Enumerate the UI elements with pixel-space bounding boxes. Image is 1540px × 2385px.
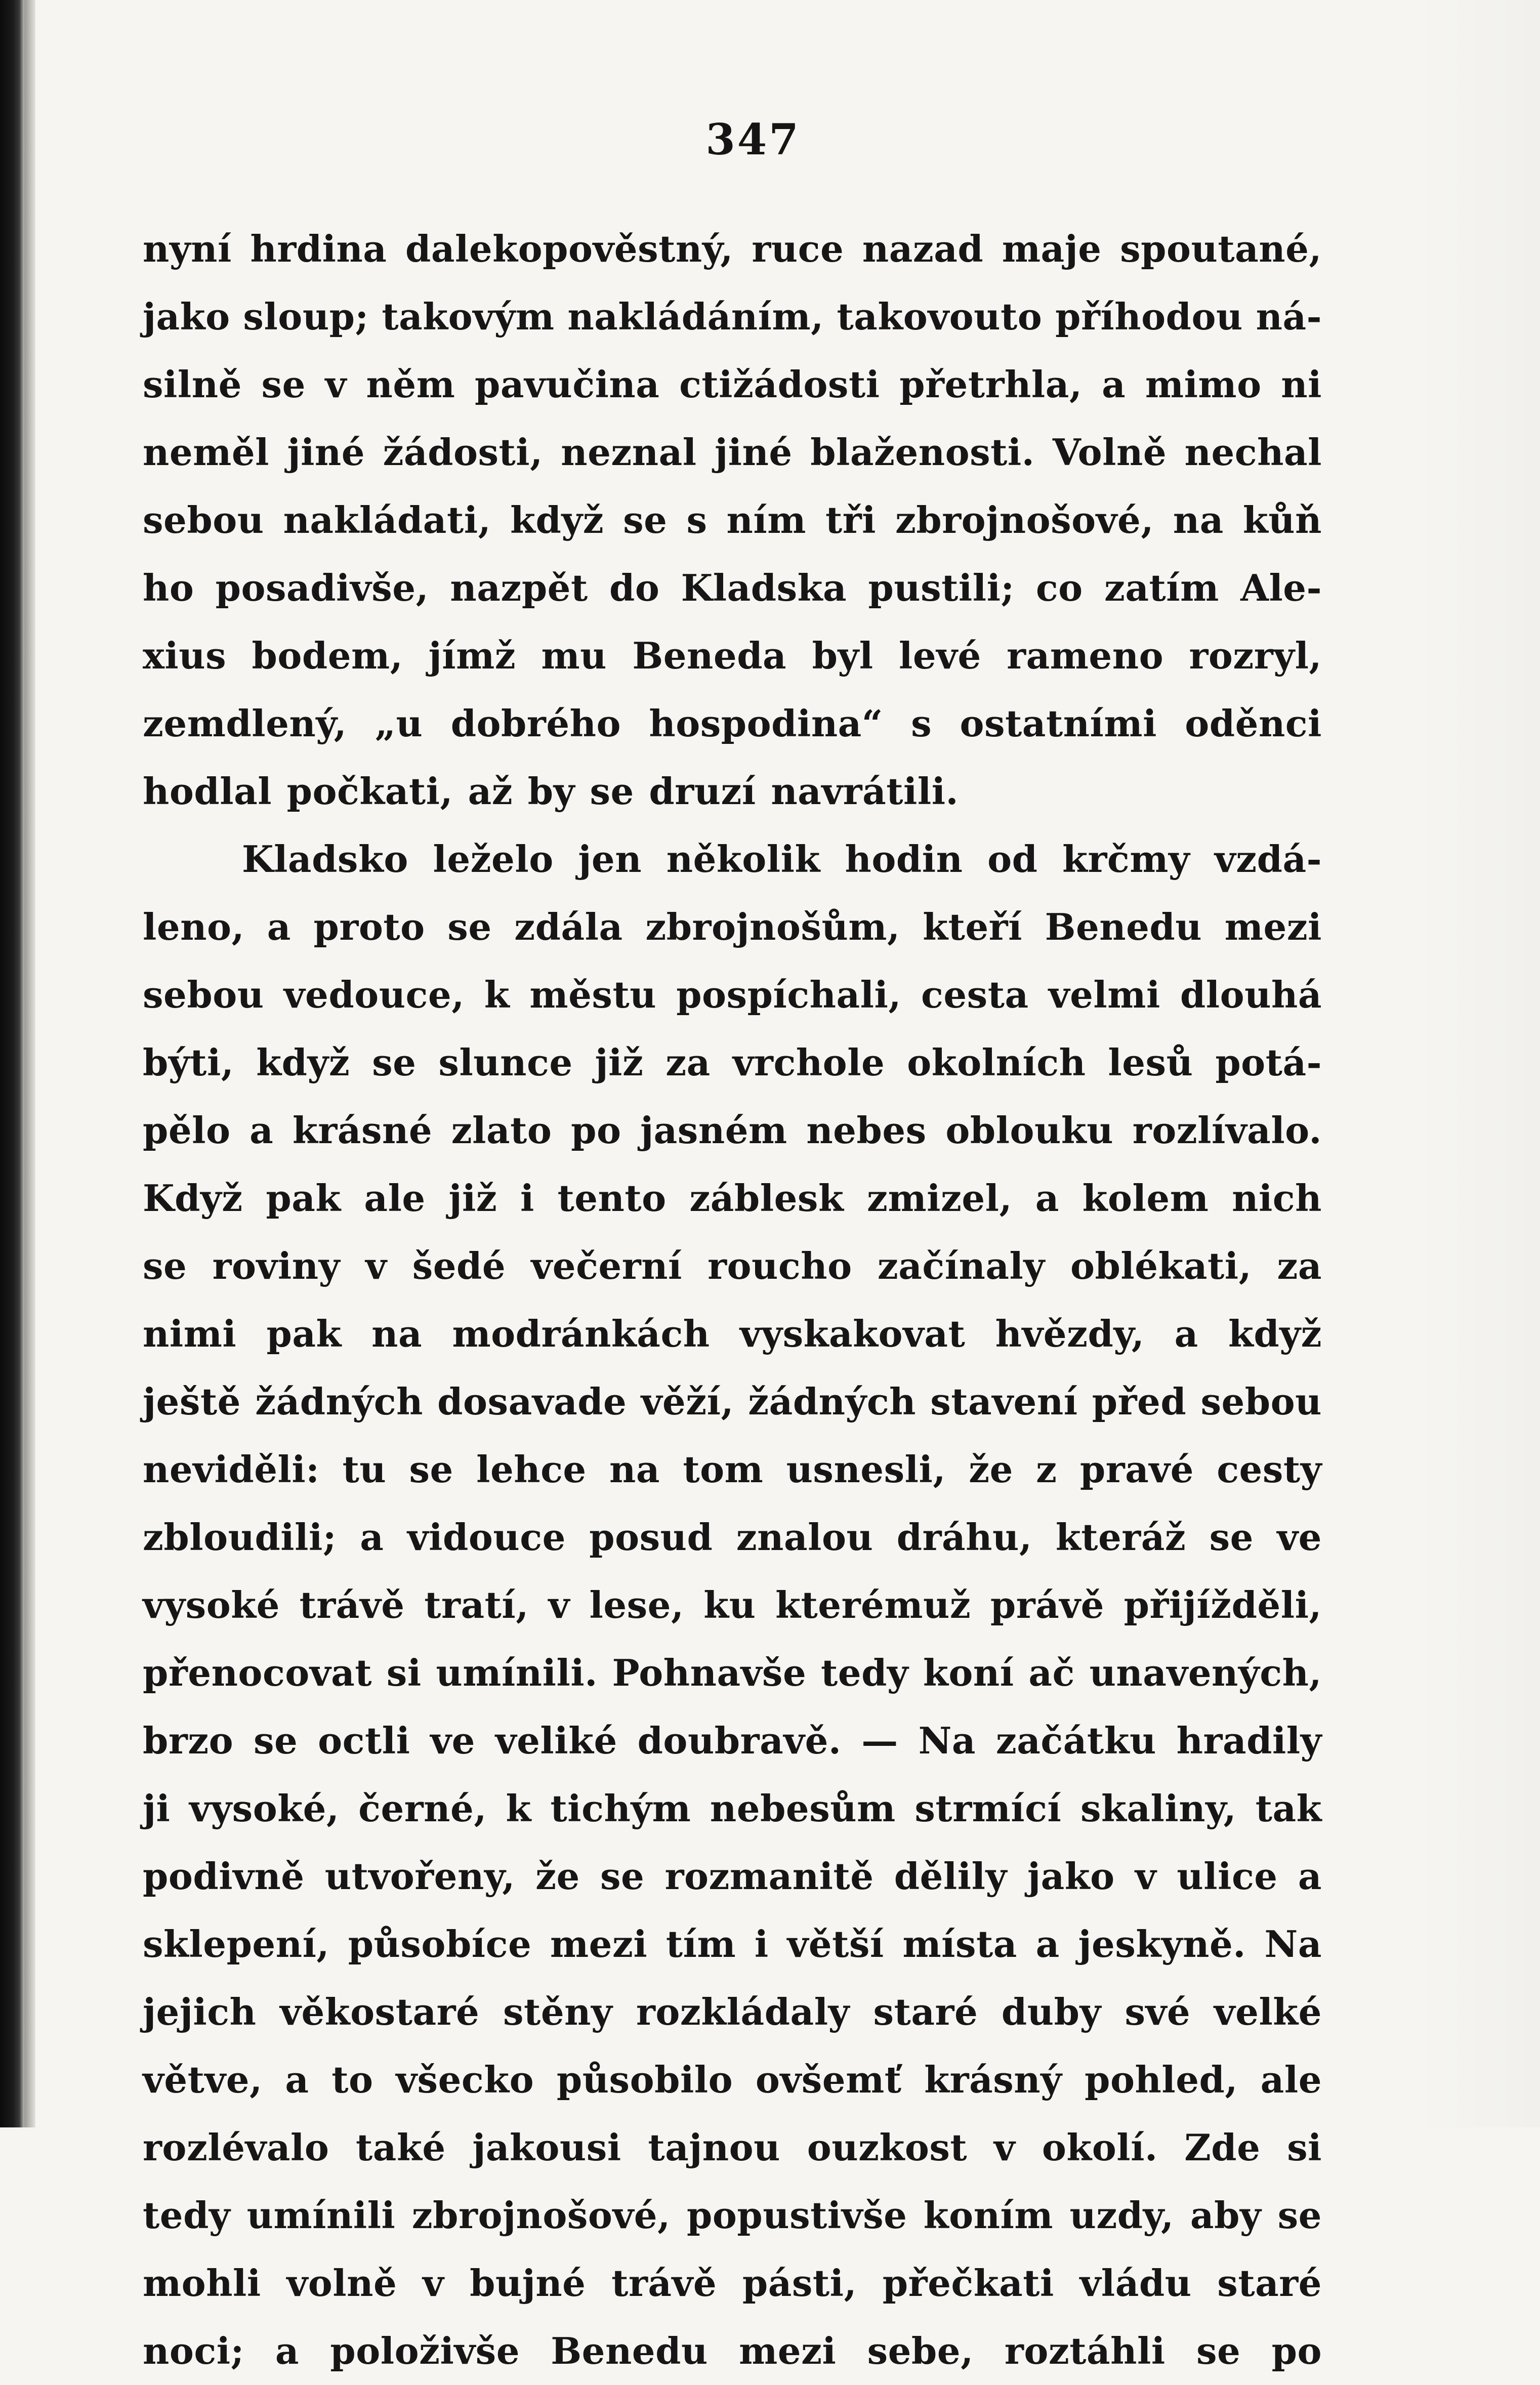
text-line: rozlévalo také jakousi tajnou ouzkost v okolí. Zde si: [143, 2126, 1322, 2169]
page-margin-right: [1417, 0, 1540, 2127]
book-spine-shadow: [0, 0, 24, 2127]
paragraph-start-line: Kladsko leželo jen několik hodin od krčmy vzdá-: [242, 838, 1322, 881]
text-line: ho posadivše, nazpět do Kladska pustili; co zatím Ale-: [143, 566, 1322, 609]
page-gutter: [24, 0, 35, 2127]
text-line: sebou vedouce, k městu pospíchali, cesta velmi dlouhá: [143, 973, 1322, 1016]
text-line: xius bodem, jímž mu Beneda byl levé rameno rozryl,: [143, 634, 1322, 677]
text-line: noci; a položivše Benedu mezi sebe, roztáhli se po: [143, 2329, 1322, 2372]
text-line: zemdlený, „u dobrého hospodina“ s ostatními oděnci: [143, 702, 1322, 745]
text-line: ji vysoké, černé, k tichým nebesům strmící skaliny, tak: [143, 1787, 1322, 1830]
text-line: brzo se octli ve veliké doubravě. — Na začátku hradily: [143, 1719, 1322, 1762]
text-line: sklepení, působíce mezi tím i větší místa a jeskyně. Na: [143, 1922, 1322, 1965]
text-line: Když pak ale již i tento záblesk zmizel, a kolem nich: [143, 1177, 1322, 1220]
text-line: jako sloup; takovým nakládáním, takovouto příhodou ná-: [143, 295, 1322, 338]
text-line: se roviny v šedé večerní roucho začínaly oblékati, za: [143, 1244, 1322, 1287]
text-line: sebou nakládati, když se s ním tři zbrojnošové, na kůň: [143, 498, 1322, 541]
text-line: neměl jiné žádosti, neznal jiné blaženosti. Volně nechal: [143, 431, 1322, 474]
text-line: větve, a to všecko působilo ovšemť krásný pohled, ale: [143, 2058, 1322, 2101]
text-line: nyní hrdina dalekopověstný, ruce nazad maje spoutané,: [143, 227, 1322, 270]
text-line: silně se v něm pavučina ctižádosti přetrhla, a mimo ni: [143, 363, 1322, 406]
text-line: podivně utvořeny, že se rozmanitě dělily jako v ulice a: [143, 1855, 1322, 1898]
text-line: býti, když se slunce již za vrchole okolních lesů potá-: [143, 1041, 1322, 1084]
text-line: leno, a proto se zdála zbrojnošům, kteří Benedu mezi: [143, 905, 1322, 948]
text-line: pělo a krásné zlato po jasném nebes oblouku rozlívalo.: [143, 1109, 1322, 1152]
text-line: přenocovat si umínili. Pohnavše tedy koní ač unavených,: [143, 1651, 1322, 1694]
text-line: vysoké trávě tratí, v lese, ku kterémuž právě přijížděli,: [143, 1583, 1322, 1626]
page-number: 347: [705, 114, 801, 164]
text-line: ještě žádných dosavade věží, žádných stavení před sebou: [143, 1380, 1322, 1423]
body-text: [143, 215, 1322, 2385]
text-line: mohli volně v bujné trávě pásti, přečkati vládu staré: [143, 2262, 1322, 2305]
text-line: tedy umínili zbrojnošové, popustivše koním uzdy, aby se: [143, 2194, 1322, 2237]
paragraph-end-line: hodlal počkati, až by se druzí navrátili.: [143, 770, 959, 813]
text-line: nimi pak na modránkách vyskakovat hvězdy, a když: [143, 1312, 1322, 1355]
text-line: zbloudili; a vidouce posud znalou dráhu, kteráž se ve: [143, 1516, 1322, 1559]
text-line: jejich věkostaré stěny rozkládaly staré duby své velké: [143, 1990, 1322, 2033]
text-line: neviděli: tu se lehce na tom usnesli, že z pravé cesty: [143, 1448, 1322, 1491]
